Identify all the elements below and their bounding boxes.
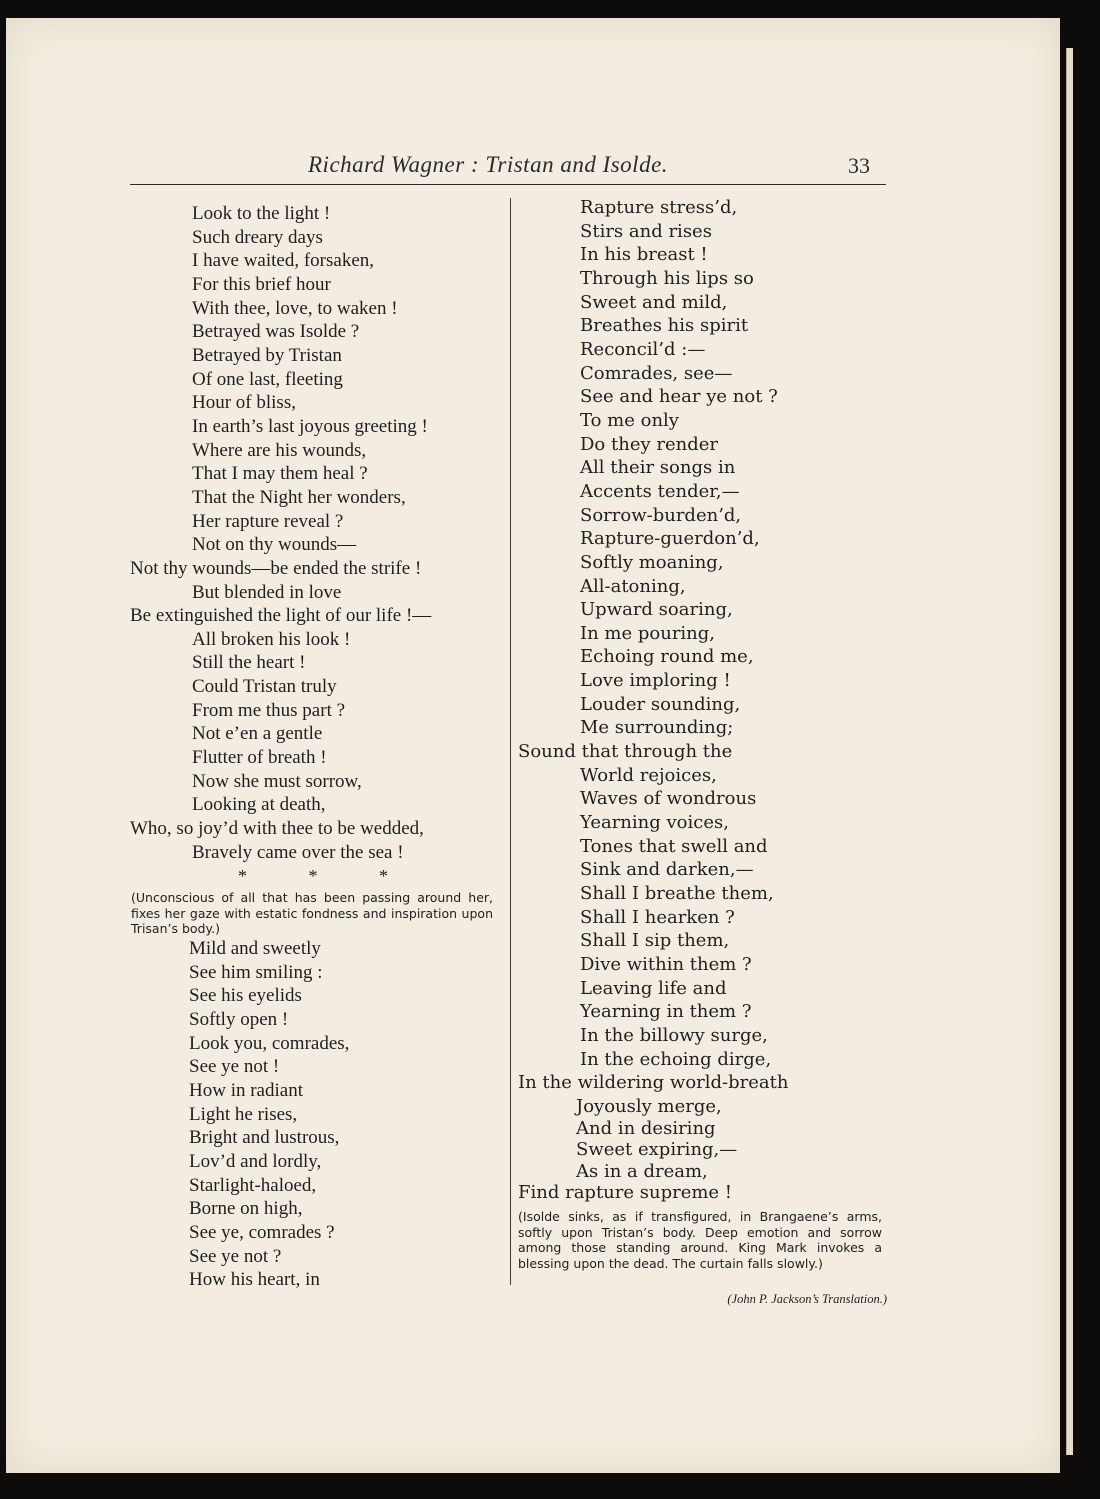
verse-line: Sweet and mild, bbox=[580, 291, 728, 313]
verse-line: Shall I sip them, bbox=[580, 930, 730, 952]
verse-line: How in radiant bbox=[189, 1079, 303, 1101]
asterisk: * bbox=[308, 866, 318, 886]
verse-line: All-atoning, bbox=[580, 575, 686, 597]
asterisk: * bbox=[379, 866, 388, 886]
verse-line: Such dreary days bbox=[192, 226, 323, 248]
verse-line: Reconcil’d :— bbox=[580, 338, 706, 360]
verse-line: Sweet expiring,— bbox=[576, 1139, 738, 1161]
asterisk: * bbox=[238, 866, 247, 886]
verse-line: Mild and sweetly bbox=[189, 938, 321, 959]
verse-line: Me surrounding; bbox=[580, 717, 734, 739]
verse-line: In the billowy surge, bbox=[580, 1024, 768, 1046]
verse-line: Sorrow-burden’d, bbox=[580, 504, 742, 526]
verse-line: Find rapture supreme ! bbox=[518, 1182, 733, 1204]
verse-line: In me pouring, bbox=[580, 622, 716, 644]
verse-line: Not on thy wounds— bbox=[192, 534, 357, 556]
verse-line: Waves of wondrous bbox=[580, 788, 757, 810]
verse-line: How his heart, in bbox=[189, 1269, 320, 1291]
verse-line: Comrades, see— bbox=[580, 362, 733, 384]
verse-line: See him smiling : bbox=[189, 961, 323, 983]
verse-line: Starlight-haloed, bbox=[189, 1174, 317, 1196]
verse-line: And in desiring bbox=[576, 1117, 716, 1139]
running-title: Richard Wagner : Tristan and Isolde. bbox=[308, 152, 669, 177]
verse-line: Rapture-guerdon’d, bbox=[580, 528, 760, 550]
verse-line: World rejoices, bbox=[580, 764, 717, 786]
verse-line: Not e’en a gentle bbox=[192, 723, 323, 745]
left-verse-block-2 bbox=[130, 937, 349, 1292]
verse-line: Her rapture reveal ? bbox=[192, 510, 344, 532]
stage-direction-right: (Isolde sinks, as if transfigured, in Brangaene’s arms, softly upon Tristan’s body. Deep emotion and sorrow among those standing around. King Mark invokes a blessing upon the dead. The curtain falls slowly.) bbox=[518, 1209, 882, 1271]
verse-line: Now she must sorrow, bbox=[192, 770, 362, 792]
stage-direction-left: (Unconscious of all that has been passing around her, fixes her gaze with estatic fondness and inspiration upon Trisan’s body.) bbox=[131, 890, 493, 936]
verse-line: See and hear ye not ? bbox=[580, 386, 778, 408]
verse-line: In earth’s last joyous greeting ! bbox=[192, 415, 428, 437]
verse-line: As in a dream, bbox=[576, 1160, 708, 1182]
verse-line: Louder sounding, bbox=[580, 693, 741, 715]
verse-line: Bravely came over the sea ! bbox=[192, 841, 404, 863]
verse-line: Softly open ! bbox=[189, 1008, 289, 1030]
right-verse-block-1 bbox=[518, 196, 788, 1095]
verse-line: That I may them heal ? bbox=[192, 463, 368, 485]
verse-line: Looking at death, bbox=[192, 794, 326, 816]
verse-line: Who, so joy’d with thee to be wedded, bbox=[130, 818, 424, 840]
verse-line: I have waited, forsaken, bbox=[192, 250, 375, 272]
verse-line: That the Night her wonders, bbox=[192, 486, 406, 508]
verse-line: Be extinguished the light of our life !— bbox=[130, 605, 432, 627]
verse-line: With thee, love, to waken ! bbox=[192, 297, 398, 319]
verse-line: See his eyelids bbox=[189, 985, 302, 1007]
verse-line: Of one last, fleeting bbox=[192, 368, 343, 390]
verse-line: Where are his wounds, bbox=[192, 439, 367, 461]
verse-line: Look to the light ! bbox=[192, 203, 331, 224]
verse-line: Still the heart ! bbox=[192, 652, 306, 674]
verse-line: Dive within them ? bbox=[580, 954, 752, 975]
verse-line: Joyously merge, bbox=[576, 1096, 722, 1117]
verse-line: Tones that swell and bbox=[580, 835, 768, 857]
verse-line: See ye, comrades ? bbox=[189, 1221, 335, 1243]
right-verse-block-2 bbox=[518, 1096, 737, 1204]
verse-line: Sink and darken,— bbox=[580, 859, 754, 881]
column-divider bbox=[510, 198, 511, 1285]
section-break bbox=[238, 866, 388, 887]
verse-line: In the echoing dirge, bbox=[580, 1048, 772, 1070]
translation-credit: (John P. Jackson’s Translation.) bbox=[727, 1292, 887, 1306]
verse-line: Could Tristan truly bbox=[192, 676, 337, 698]
verse-line: Shall I breathe them, bbox=[580, 883, 774, 905]
verse-line: Softly moaning, bbox=[580, 551, 724, 573]
verse-line: Upward soaring, bbox=[580, 599, 733, 621]
verse-line: Breathes his spirit bbox=[580, 315, 749, 337]
verse-line: Flutter of breath ! bbox=[192, 747, 327, 769]
verse-line: Do they render bbox=[580, 433, 718, 455]
verse-line: Sound that through the bbox=[518, 741, 733, 763]
verse-line: Love imploring ! bbox=[580, 670, 731, 692]
verse-line: For this brief hour bbox=[192, 273, 331, 295]
verse-line: Borne on high, bbox=[189, 1198, 303, 1220]
verse-line: Yearning voices, bbox=[580, 812, 729, 834]
verse-line: Bright and lustrous, bbox=[189, 1127, 340, 1149]
verse-line: Stirs and rises bbox=[580, 220, 712, 242]
verse-line: See ye not ? bbox=[189, 1245, 282, 1267]
verse-line: Not thy wounds—be ended the strife ! bbox=[130, 557, 422, 579]
verse-line: Through his lips so bbox=[580, 267, 754, 289]
verse-line: Hour of bliss, bbox=[192, 392, 296, 414]
verse-line: Yearning in them ? bbox=[580, 1001, 752, 1023]
verse-line: Echoing round me, bbox=[580, 646, 754, 668]
verse-line: All their songs in bbox=[580, 457, 736, 479]
verse-line: Rapture stress’d, bbox=[580, 197, 738, 218]
verse-line: But blended in love bbox=[192, 581, 342, 603]
verse-line: In the wildering world-breath bbox=[518, 1072, 789, 1094]
verse-line: Look you, comrades, bbox=[189, 1032, 350, 1054]
page-number: 33 bbox=[848, 153, 870, 178]
verse-line: Shall I hearken ? bbox=[580, 906, 735, 928]
verse-line: In his breast ! bbox=[580, 244, 708, 266]
verse-line: Light he rises, bbox=[189, 1103, 298, 1125]
running-header bbox=[130, 152, 886, 185]
left-verse-block-1 bbox=[130, 202, 431, 864]
verse-line: Betrayed by Tristan bbox=[192, 344, 342, 366]
verse-line: Accents tender,— bbox=[580, 480, 740, 502]
verse-line: Leaving life and bbox=[580, 977, 727, 999]
verse-line: To me only bbox=[580, 409, 679, 431]
verse-line: From me thus part ? bbox=[192, 699, 346, 721]
verse-line: Betrayed was Isolde ? bbox=[192, 321, 360, 343]
verse-line: Lov’d and lordly, bbox=[189, 1150, 322, 1172]
verse-line: All broken his look ! bbox=[192, 628, 351, 650]
verse-line: See ye not ! bbox=[189, 1056, 280, 1078]
page-edge bbox=[1066, 48, 1073, 1455]
